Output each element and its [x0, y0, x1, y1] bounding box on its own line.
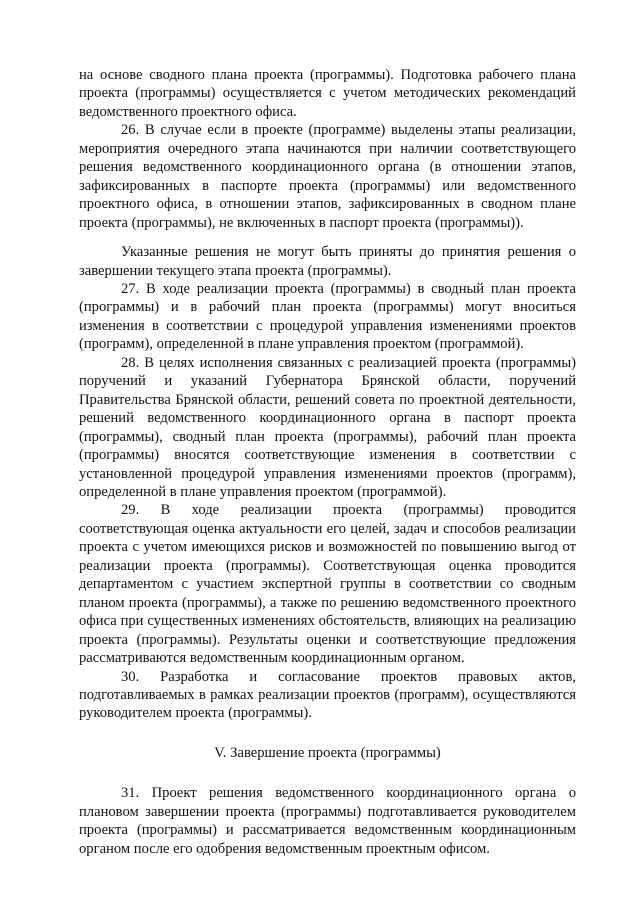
paragraph-31: 31. Проект решения ведомственного координационного органа о плановом завершении проекта (программы) подготавливается руководителем проекта (программы) и рассматривается ведомственным координационным органом после его одобрения ведомственным проектным офисом.	[79, 785, 576, 857]
paragraph-29: 29. В ходе реализации проекта (программы) проводится соответствующая оценка актуальности его целей, задач и способов реализации проекта с учетом имеющихся рисков и возможностей по повышению выгод от реализации проекта (программы). Соответствующая оценка проводится департаментом с участием экспертной группы в соответствии со сводным планом проекта (программы), а также по решению ведомственного проектного офиса при существенных изменениях обстоятельств, влияющих на реализацию проекта (программы). Результаты оценки и соответствующие предложения рассматриваются ведомственным координационным органом.	[79, 502, 576, 667]
section-heading: V. Завершение проекта (программы)	[214, 744, 441, 761]
paragraph-26: 26. В случае если в проекте (программе) выделены этапы реализации, мероприятия очередного этапа начинаются при наличии соответствующего решения ведомственного координационного органа (в отношении этапов, зафиксированных в паспорте проекта (программы) или ведомственного проектного офиса, в отношении этапов, зафиксированных в сводном плане проекта (программы), не включенных в паспорт проекта (программы)).	[79, 122, 576, 231]
paragraph-continuation: на основе сводного плана проекта (программы). Подготовка рабочего плана проекта (программы) осуществляется с учетом методических рекомендаций ведомственного проектного офиса.	[79, 67, 576, 120]
paragraph-30: 30. Разработка и согласование проектов правовых актов, подготавливаемых в рамках реализации проектов (программ), осуществляются руководителем проекта (программы).	[79, 668, 576, 722]
paragraph-decisions-note: Указанные решения не могут быть приняты до принятия решения о завершении текущего этапа проекта (программы).	[79, 244, 576, 279]
paragraph-27: 27. В ходе реализации проекта (программы) в сводный план проекта (программы) и в рабочий план проекта (программы) могут вноситься изменения в соответствии с процедурой управления изменениями проектов (программ), определенной в плане управления проектом (программой).	[79, 280, 576, 353]
paragraph-28: 28. В целях исполнения связанных с реализацией проекта (программы) поручений и указаний Губернатора Брянской области, поручений Правительства Брянской области, решений совета по проектной деятельности, решений ведомственного координационного органа в паспорт проекта (программы), сводный план проекта (программы), рабочий план проекта (программы) вносятся соответствующие изменения в соответствии с установленной процедурой управления изменениями проектов (программ), определенной в плане управления проектом (программой).	[79, 354, 576, 500]
document-body	[79, 66, 576, 858]
